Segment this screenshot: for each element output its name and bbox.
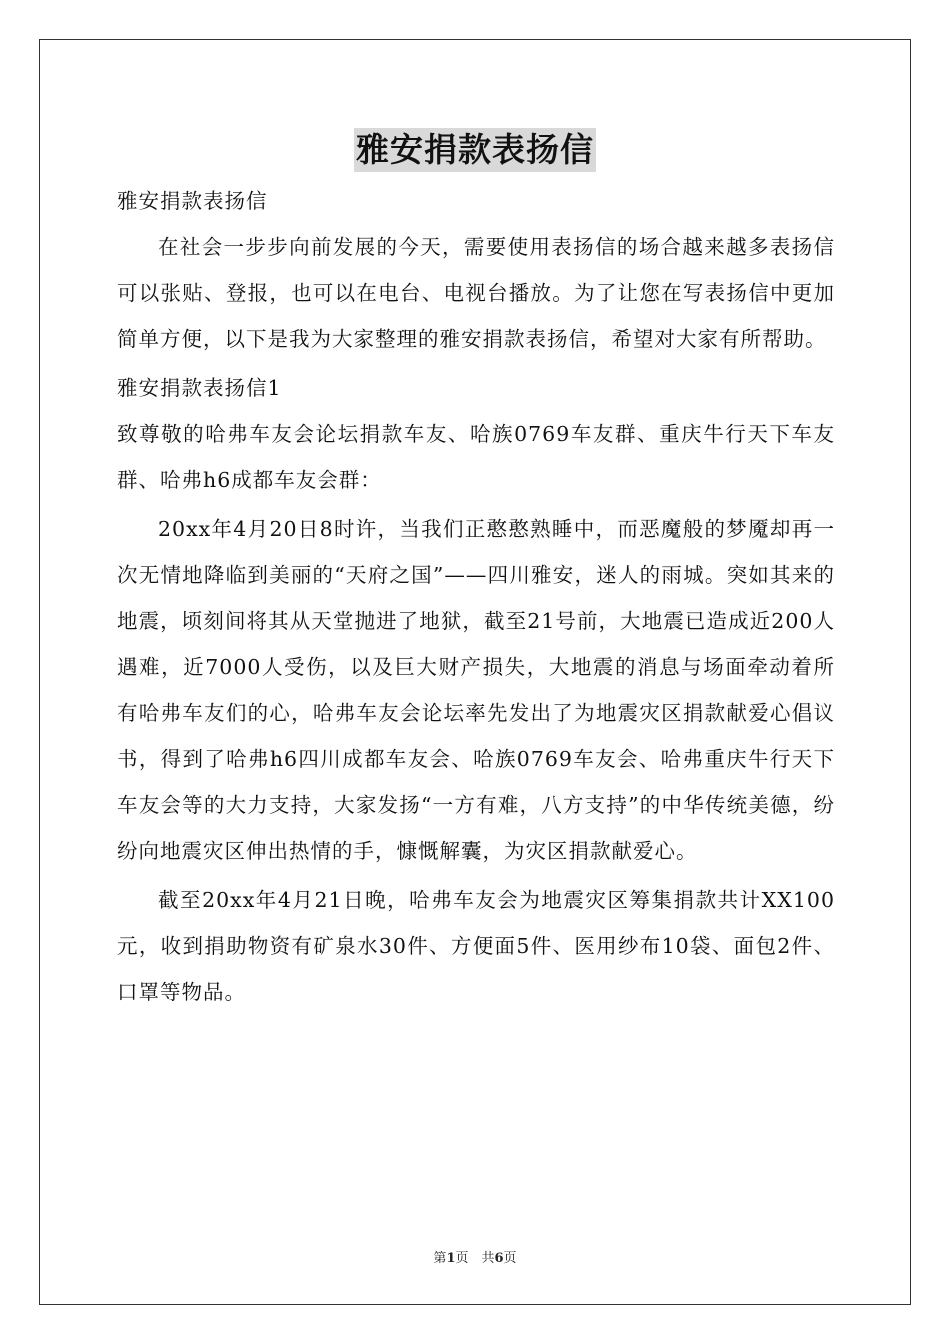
intro-paragraph: 在社会一步步向前发展的今天，需要使用表扬信的场合越来越多表扬信可以张贴、登报，也可以在电台、电视台播放。为了让您在写表扬信中更加简单方便，以下是我为大家整理的雅安捐款表扬信，希望对大家有所帮助。 [117,235,835,351]
footer-suffix: 页 [503,1251,517,1266]
title-container [0,128,950,172]
document-title: 雅安捐款表扬信 [354,128,596,172]
page-footer [0,1247,950,1266]
footer-mid: 页 共 [455,1251,495,1266]
salutation-paragraph: 致尊敬的哈弗车友会论坛捐款车友、哈族0769车友群、重庆牛行天下车友群、哈弗h6成都车友会群： [117,422,835,492]
footer-page-total: 6 [494,1251,504,1266]
footer-prefix: 第 [433,1251,447,1266]
section-title: 雅安捐款表扬信1 [117,376,282,400]
document-body [117,178,835,1018]
footer-page-number: 1 [446,1251,456,1266]
body-paragraph-2: 截至20xx年4月21日晚，哈弗车友会为地震灾区筹集捐款共计XX100元，收到捐助物资有矿泉水30件、方便面5件、医用纱布10袋、面包2件、口罩等物品。 [117,888,835,1004]
subheading: 雅安捐款表扬信 [117,189,268,213]
body-paragraph-1: 20xx年4月20日8时许，当我们正憨憨熟睡中，而恶魔般的梦魇却再一次无情地降临到美丽的“天府之国”——四川雅安，迷人的雨城。突如其来的地震，顷刻间将其从天堂抛进了地狱，截至21号前，大地震已造成近200人遇难，近7000人受伤，以及巨大财产损失，大地震的消息与场面牵动着所有哈弗车友们的心，哈弗车友会论坛率先发出了为地震灾区捐款献爱心倡议书，得到了哈弗h6四川成都车友会、哈族0769车友会、哈弗重庆牛行天下车友会等的大力支持，大家发扬“一方有难，八方支持”的中华传统美德，纷纷向地震灾区伸出热情的手，慷慨解囊，为灾区捐款献爱心。 [117,517,835,863]
